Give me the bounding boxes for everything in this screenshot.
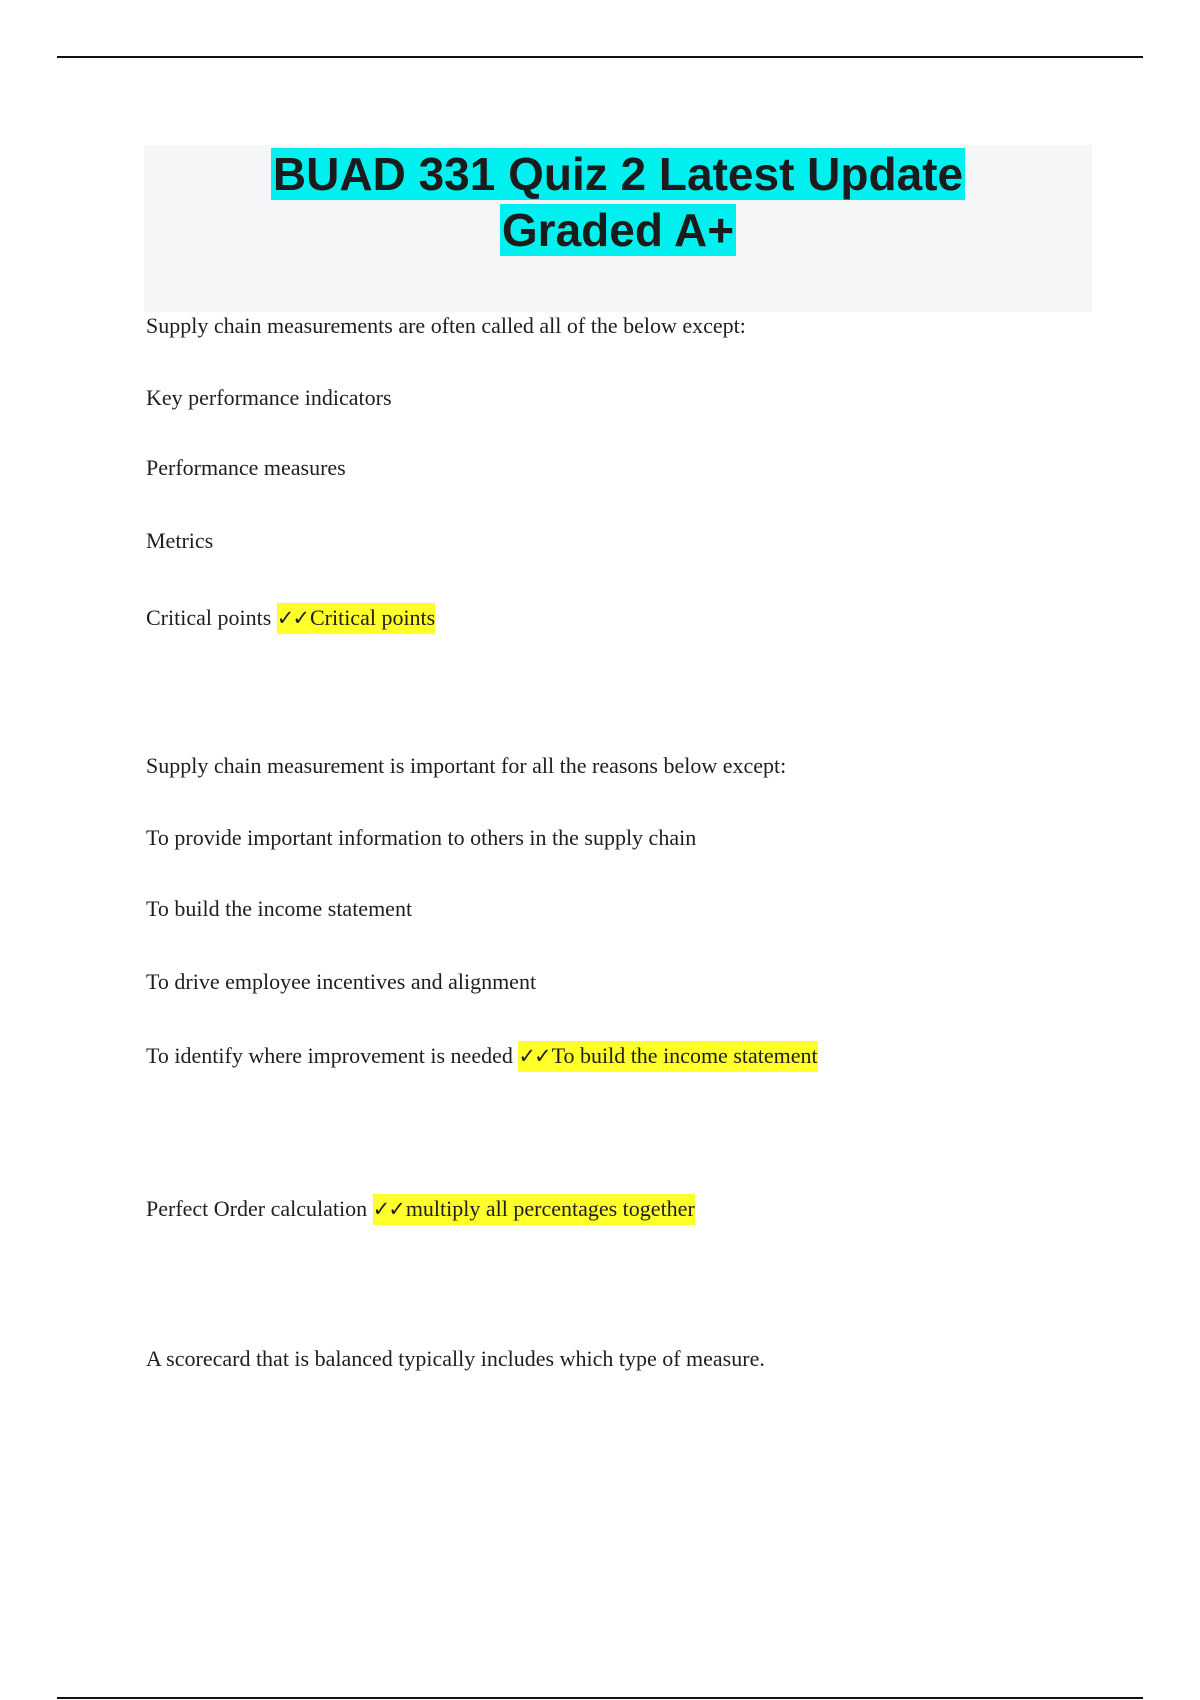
question-3-answer-line <box>146 1194 695 1224</box>
question-1-prompt: Supply chain measurements are often called all of the below except: <box>146 313 746 338</box>
header-rule <box>57 56 1143 58</box>
question-2-option-4: To identify where improvement is needed <box>146 1043 513 1068</box>
question-1-answer <box>277 603 435 634</box>
question-2-option-2: To build the income statement <box>146 896 413 921</box>
question-1-option-4: Critical points <box>146 605 272 630</box>
question-3-answer-text: multiply all percentages together <box>405 1196 695 1221</box>
double-check-icon: ✓✓ <box>276 606 308 630</box>
double-check-icon: ✓✓ <box>372 1197 404 1221</box>
title-line-2: Graded A+ <box>501 204 735 256</box>
question-3-prompt: Perfect Order calculation <box>146 1196 368 1221</box>
question-1-option-2: Performance measures <box>146 455 346 480</box>
question-2-prompt: Supply chain measurement is important for all the reasons below except: <box>146 753 787 778</box>
double-check-icon: ✓✓ <box>518 1044 550 1068</box>
question-2-option-3: To drive employee incentives and alignment <box>146 969 537 994</box>
question-1-answer-line <box>146 603 435 633</box>
document-title <box>144 145 1092 258</box>
question-1-answer-text: Critical points <box>309 605 436 630</box>
question-2-answer <box>518 1041 817 1072</box>
question-2-answer-text: To build the income statement <box>551 1043 818 1068</box>
question-1-option-3: Metrics <box>146 528 214 553</box>
question-4-prompt: A scorecard that is balanced typically includes which type of measure. <box>146 1346 765 1371</box>
question-1-option-1: Key performance indicators <box>146 385 392 410</box>
question-2-answer-line <box>146 1041 818 1071</box>
title-line-1: BUAD 331 Quiz 2 Latest Update <box>272 148 964 200</box>
question-3-answer <box>373 1194 695 1225</box>
footer-rule <box>57 1697 1143 1699</box>
question-2-option-1: To provide important information to others in the supply chain <box>146 825 697 850</box>
title-block <box>144 145 1092 312</box>
